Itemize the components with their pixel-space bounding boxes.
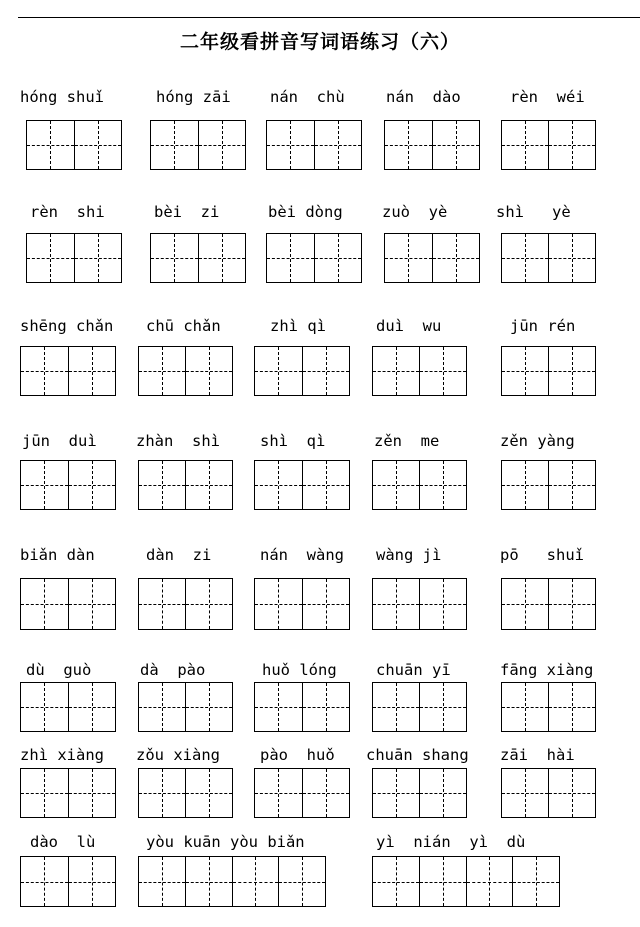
character-cell[interactable] <box>21 347 68 395</box>
pinyin-prompt: rèn wéi <box>510 88 585 106</box>
character-cell[interactable] <box>185 347 232 395</box>
character-cell[interactable] <box>373 579 419 629</box>
pinyin-prompt: yòu kuān yòu biǎn <box>146 833 305 851</box>
character-cell[interactable] <box>68 579 116 629</box>
character-cell[interactable] <box>21 579 68 629</box>
tianzige-answer-grid[interactable] <box>501 233 596 283</box>
tianzige-answer-grid[interactable] <box>138 856 326 907</box>
pinyin-prompt: bèi zi <box>154 203 220 221</box>
top-rule <box>18 17 640 18</box>
character-cell[interactable] <box>21 857 68 906</box>
character-cell[interactable] <box>267 234 314 282</box>
tianzige-answer-grid[interactable] <box>254 460 350 510</box>
tianzige-answer-grid[interactable] <box>150 233 246 283</box>
character-cell[interactable] <box>27 121 74 169</box>
character-cell[interactable] <box>255 683 302 731</box>
tianzige-answer-grid[interactable] <box>501 682 596 732</box>
pinyin-prompt: nán dào <box>386 88 461 106</box>
character-cell[interactable] <box>68 461 116 509</box>
character-cell[interactable] <box>419 769 466 817</box>
pinyin-prompt: dào lù <box>30 833 96 851</box>
character-cell[interactable] <box>185 461 232 509</box>
worksheet-title: 二年级看拼音写词语练习（六） <box>179 31 460 53</box>
tianzige-answer-grid[interactable] <box>501 120 596 170</box>
character-cell[interactable] <box>502 461 548 509</box>
character-cell[interactable] <box>314 121 362 169</box>
character-cell[interactable] <box>385 234 432 282</box>
tianzige-answer-grid[interactable] <box>20 460 116 510</box>
character-cell[interactable] <box>68 857 116 906</box>
character-cell[interactable] <box>502 769 548 817</box>
pinyin-prompt: dà pào <box>140 661 206 679</box>
pinyin-prompt: rèn shi <box>30 203 105 221</box>
pinyin-prompt: shì yè <box>496 203 571 221</box>
character-cell[interactable] <box>432 121 480 169</box>
tianzige-answer-grid[interactable] <box>26 120 122 170</box>
character-cell[interactable] <box>139 579 185 629</box>
pinyin-prompt: hóng shuǐ <box>20 88 104 106</box>
pinyin-prompt: zhì xiàng <box>20 746 104 764</box>
character-cell[interactable] <box>314 234 362 282</box>
character-cell[interactable] <box>548 683 595 731</box>
tianzige-answer-grid[interactable] <box>384 233 480 283</box>
tianzige-answer-grid[interactable] <box>372 460 467 510</box>
pinyin-prompt: pào huǒ <box>260 746 335 764</box>
pinyin-prompt: jūn rén <box>510 317 576 335</box>
character-cell[interactable] <box>502 683 548 731</box>
character-cell[interactable] <box>302 579 350 629</box>
character-cell[interactable] <box>255 579 302 629</box>
character-cell[interactable] <box>68 769 116 817</box>
tianzige-answer-grid[interactable] <box>384 120 480 170</box>
tianzige-answer-grid[interactable] <box>372 856 560 907</box>
character-cell[interactable] <box>548 234 595 282</box>
tianzige-answer-grid[interactable] <box>254 578 350 630</box>
character-cell[interactable] <box>502 579 548 629</box>
character-cell[interactable] <box>466 857 513 906</box>
character-cell[interactable] <box>232 857 279 906</box>
pinyin-prompt: shēng chǎn <box>20 317 114 335</box>
pinyin-prompt: duì wu <box>376 317 442 335</box>
character-cell[interactable] <box>373 683 419 731</box>
character-cell[interactable] <box>278 857 325 906</box>
tianzige-answer-grid[interactable] <box>20 578 116 630</box>
character-cell[interactable] <box>419 579 466 629</box>
character-cell[interactable] <box>151 234 198 282</box>
pinyin-prompt: zhàn shì <box>136 432 220 450</box>
pinyin-prompt: zěn yàng <box>500 432 575 450</box>
tianzige-answer-grid[interactable] <box>138 682 233 732</box>
tianzige-answer-grid[interactable] <box>20 856 116 907</box>
character-cell[interactable] <box>548 347 595 395</box>
character-cell[interactable] <box>267 121 314 169</box>
tianzige-answer-grid[interactable] <box>20 768 116 818</box>
character-cell[interactable] <box>255 347 302 395</box>
character-cell[interactable] <box>548 579 595 629</box>
tianzige-answer-grid[interactable] <box>372 682 467 732</box>
tianzige-answer-grid[interactable] <box>138 768 233 818</box>
pinyin-prompt: biǎn dàn <box>20 546 95 564</box>
character-cell[interactable] <box>139 461 185 509</box>
tianzige-answer-grid[interactable] <box>501 460 596 510</box>
character-cell[interactable] <box>302 769 350 817</box>
character-cell[interactable] <box>373 347 419 395</box>
character-cell[interactable] <box>68 683 116 731</box>
character-cell[interactable] <box>502 234 548 282</box>
tianzige-answer-grid[interactable] <box>254 682 350 732</box>
character-cell[interactable] <box>255 461 302 509</box>
pinyin-prompt: zǒu xiàng <box>136 746 220 764</box>
tianzige-answer-grid[interactable] <box>501 346 596 396</box>
character-cell[interactable] <box>185 579 232 629</box>
pinyin-prompt: chū chǎn <box>146 317 221 335</box>
tianzige-answer-grid[interactable] <box>266 233 362 283</box>
tianzige-answer-grid[interactable] <box>372 346 467 396</box>
character-cell[interactable] <box>185 769 232 817</box>
tianzige-answer-grid[interactable] <box>138 346 233 396</box>
pinyin-prompt: nán chù <box>270 88 345 106</box>
character-cell[interactable] <box>139 857 185 906</box>
character-cell[interactable] <box>151 121 198 169</box>
tianzige-answer-grid[interactable] <box>501 768 596 818</box>
pinyin-prompt: fāng xiàng <box>500 661 594 679</box>
pinyin-prompt: dàn zi <box>146 546 212 564</box>
character-cell[interactable] <box>21 683 68 731</box>
character-cell[interactable] <box>21 769 68 817</box>
tianzige-answer-grid[interactable] <box>26 233 122 283</box>
character-cell[interactable] <box>139 347 185 395</box>
pinyin-prompt: chuān shang <box>366 746 469 764</box>
character-cell[interactable] <box>27 234 74 282</box>
character-cell[interactable] <box>139 769 185 817</box>
pinyin-prompt: yì nián yì dù <box>376 833 526 851</box>
tianzige-answer-grid[interactable] <box>254 346 350 396</box>
character-cell[interactable] <box>198 121 246 169</box>
pinyin-prompt: zāi hài <box>500 746 575 764</box>
character-cell[interactable] <box>548 769 595 817</box>
character-cell[interactable] <box>198 234 246 282</box>
character-cell[interactable] <box>419 347 466 395</box>
tianzige-answer-grid[interactable] <box>372 768 467 818</box>
pinyin-prompt: dù guò <box>26 661 92 679</box>
tianzige-answer-grid[interactable] <box>20 682 116 732</box>
character-cell[interactable] <box>74 121 122 169</box>
character-cell[interactable] <box>432 234 480 282</box>
tianzige-answer-grid[interactable] <box>266 120 362 170</box>
character-cell[interactable] <box>74 234 122 282</box>
pinyin-prompt: nán wàng <box>260 546 344 564</box>
character-cell[interactable] <box>373 857 419 906</box>
character-cell[interactable] <box>419 683 466 731</box>
pinyin-prompt: chuān yī <box>376 661 451 679</box>
character-cell[interactable] <box>302 683 350 731</box>
tianzige-answer-grid[interactable] <box>138 578 233 630</box>
character-cell[interactable] <box>502 347 548 395</box>
pinyin-prompt: pō shuǐ <box>500 546 584 564</box>
character-cell[interactable] <box>419 857 466 906</box>
character-cell[interactable] <box>185 857 232 906</box>
character-cell[interactable] <box>68 347 116 395</box>
character-cell[interactable] <box>419 461 466 509</box>
pinyin-prompt: bèi dòng <box>268 203 343 221</box>
pinyin-prompt: zuò yè <box>382 203 448 221</box>
pinyin-prompt: hóng zāi <box>156 88 231 106</box>
character-cell[interactable] <box>548 121 595 169</box>
character-cell[interactable] <box>21 461 68 509</box>
character-cell[interactable] <box>139 683 185 731</box>
character-cell[interactable] <box>502 121 548 169</box>
character-cell[interactable] <box>512 857 559 906</box>
pinyin-prompt: huǒ lóng <box>262 661 337 679</box>
tianzige-answer-grid[interactable] <box>150 120 246 170</box>
character-cell[interactable] <box>373 769 419 817</box>
character-cell[interactable] <box>302 347 350 395</box>
tianzige-answer-grid[interactable] <box>138 460 233 510</box>
pinyin-prompt: jūn duì <box>22 432 97 450</box>
character-cell[interactable] <box>385 121 432 169</box>
character-cell[interactable] <box>302 461 350 509</box>
tianzige-answer-grid[interactable] <box>501 578 596 630</box>
pinyin-prompt: shì qì <box>260 432 326 450</box>
character-cell[interactable] <box>255 769 302 817</box>
tianzige-answer-grid[interactable] <box>372 578 467 630</box>
character-cell[interactable] <box>548 461 595 509</box>
pinyin-prompt: zhì qì <box>270 317 326 335</box>
tianzige-answer-grid[interactable] <box>254 768 350 818</box>
tianzige-answer-grid[interactable] <box>20 346 116 396</box>
character-cell[interactable] <box>373 461 419 509</box>
pinyin-prompt: wàng jì <box>376 546 442 564</box>
pinyin-prompt: zěn me <box>374 432 440 450</box>
character-cell[interactable] <box>185 683 232 731</box>
